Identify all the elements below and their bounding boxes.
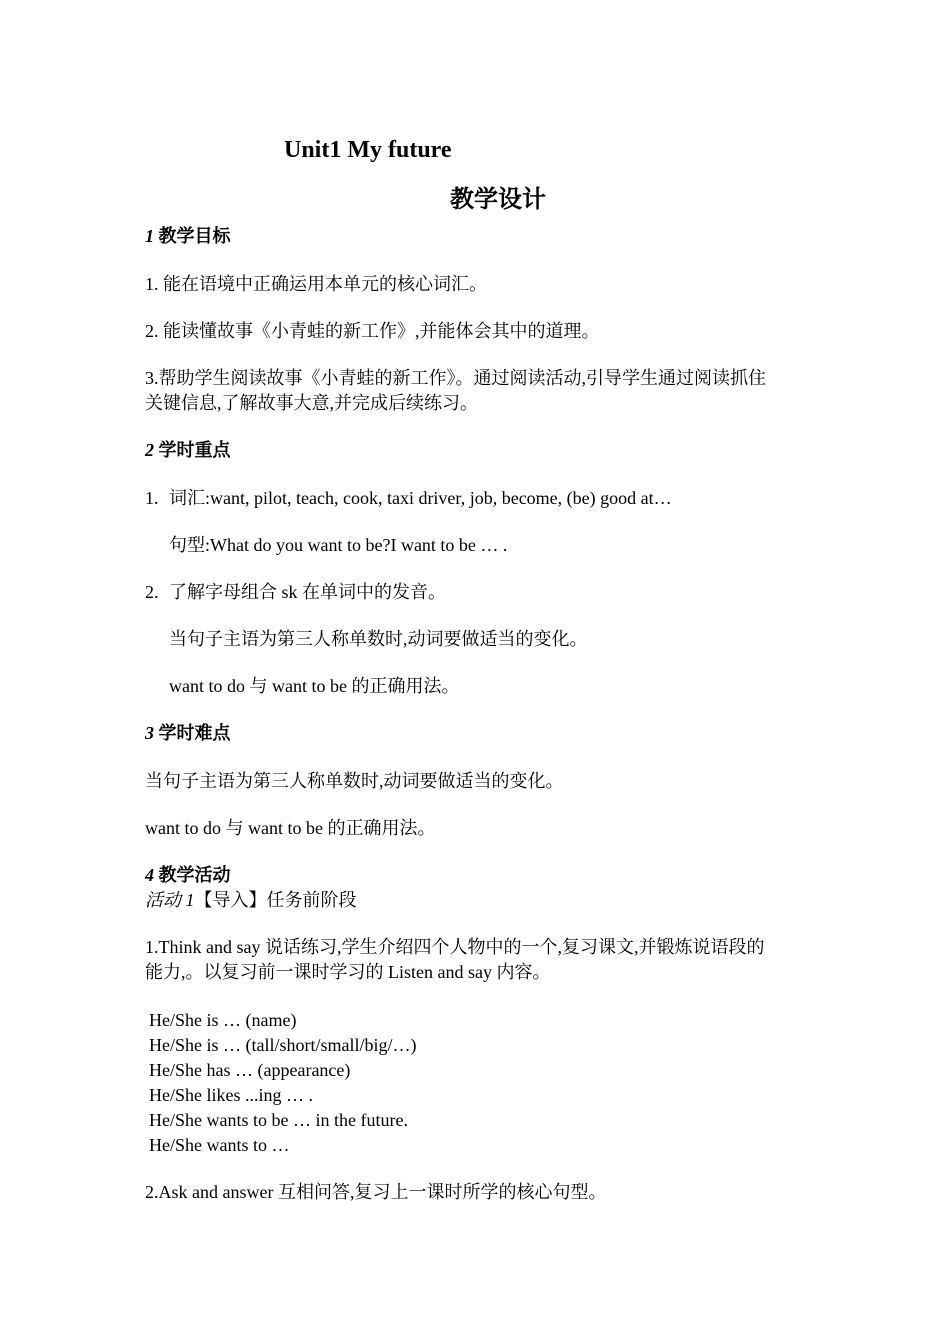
section-number: 3	[145, 723, 154, 743]
sentence-pattern: He/She is … (name)	[149, 1010, 297, 1030]
list-number: 1.	[145, 488, 159, 508]
paragraph-line: 了解字母组合 sk 在单词中的发音。	[169, 582, 447, 602]
paragraph-line: 关键信息,了解故事大意,并完成后续练习。	[145, 393, 478, 413]
paragraph-line: 2. 能读懂故事《小青蛙的新工作》,并能体会其中的道理。	[145, 321, 600, 341]
section-heading-text: 教学目标	[158, 226, 231, 246]
sentence-pattern: He/She has … (appearance)	[149, 1060, 351, 1080]
sentence-pattern: He/She is … (tall/short/small/big/…)	[149, 1035, 417, 1055]
sentence-pattern: He/She likes ...ing … .	[149, 1085, 313, 1105]
section-heading	[145, 224, 231, 248]
paragraph-line: 句型:What do you want to be?I want to be … .	[169, 535, 508, 555]
section-heading-text: 教学活动	[158, 865, 231, 885]
paragraph-line: 2.Ask and answer 互相问答,复习上一课时所学的核心句型。	[145, 1182, 607, 1202]
section-number: 4	[145, 865, 154, 885]
sentence-pattern: He/She wants to …	[149, 1135, 290, 1155]
paragraph-line: 1.Think and say 说话练习,学生介绍四个人物中的一个,复习课文,并锻炼说语段的	[145, 937, 765, 957]
activity-title: 【导入】任务前阶段	[194, 890, 357, 910]
paragraph-line: 能力,。以复习前一课时学习的 Listen and say 内容。	[145, 962, 551, 982]
paragraph-line: want to do 与 want to be 的正确用法。	[145, 818, 436, 838]
section-heading-text: 学时难点	[158, 723, 231, 743]
list-number: 2.	[145, 582, 159, 602]
section-heading	[145, 721, 231, 745]
paragraph-line: 词汇:want, pilot, teach, cook, taxi driver, job, become, (be) good at…	[169, 488, 672, 508]
document-title-en: Unit1 My future	[284, 137, 452, 163]
activity-label: 活动 1	[145, 890, 195, 910]
activity-heading	[145, 888, 357, 912]
section-heading	[145, 863, 231, 887]
paragraph-line: 当句子主语为第三人称单数时,动词要做适当的变化。	[145, 771, 564, 791]
paragraph-line: 3.帮助学生阅读故事《小青蛙的新工作》。通过阅读活动,引导学生通过阅读抓住	[145, 368, 766, 388]
sentence-pattern: He/She wants to be … in the future.	[149, 1110, 408, 1130]
section-number: 2	[145, 440, 154, 460]
document-title-cn: 教学设计	[450, 187, 546, 213]
section-heading	[145, 438, 231, 462]
section-number: 1	[145, 226, 154, 246]
paragraph-line: want to do 与 want to be 的正确用法。	[169, 676, 460, 696]
section-heading-text: 学时重点	[158, 440, 231, 460]
paragraph-line: 当句子主语为第三人称单数时,动词要做适当的变化。	[169, 629, 588, 649]
paragraph-line: 1. 能在语境中正确运用本单元的核心词汇。	[145, 274, 487, 294]
